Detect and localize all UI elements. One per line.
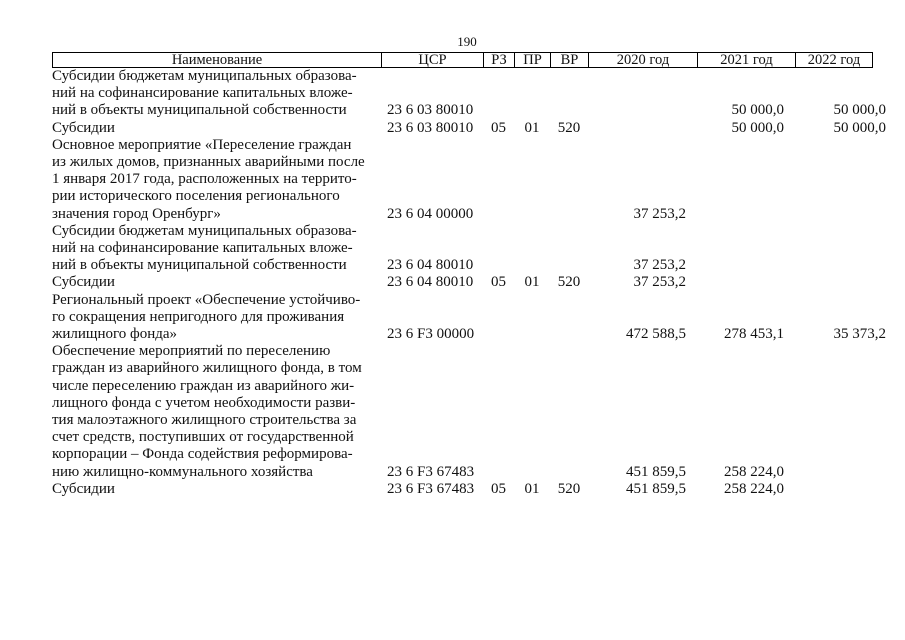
row-csr: 23 6 03 80010: [387, 119, 474, 136]
row-pr: 01: [524, 274, 540, 291]
row-name-line: нию жилищно-коммунального хозяйства: [52, 463, 313, 480]
row-2020: 37 253,2: [633, 274, 686, 291]
row-vr: 520: [557, 274, 581, 291]
row-2021: 278 453,1: [724, 326, 784, 343]
row-name-line: счет средств, поступивших от государственной: [52, 429, 354, 446]
row-name-line: Субсидии бюджетам муниципальных образова-: [52, 68, 357, 84]
row-name-line: ний в объекты муниципальной собственности: [52, 257, 347, 274]
row-vr: 520: [557, 119, 581, 136]
table-row: [52, 481, 897, 498]
row-2022: 50 000,0: [833, 119, 886, 136]
row-2020: 472 588,5: [626, 326, 686, 343]
header-rz: РЗ: [483, 53, 514, 67]
row-name-line: Основное мероприятие «Переселение граждан: [52, 136, 352, 153]
row-name: [52, 137, 381, 223]
row-2020: 451 859,5: [626, 463, 686, 480]
row-name-line: ний на софинансирование капитальных вложе-: [52, 240, 353, 257]
row-csr: 23 6 04 80010: [387, 274, 474, 291]
row-name: [52, 68, 381, 120]
row-2022: 50 000,0: [833, 102, 886, 119]
row-csr: 23 6 03 80010: [387, 102, 474, 119]
row-name-line: Субсидии бюджетам муниципальных образова-: [52, 222, 357, 239]
row-name-line: Субсидии: [52, 119, 115, 136]
table-header: [52, 52, 873, 68]
row-name-line: го сокращения непригодного для проживания: [52, 308, 345, 325]
row-name: [52, 274, 381, 291]
table-row: [52, 68, 897, 120]
header-pr: ПР: [514, 53, 550, 67]
row-csr: 23 6 F3 00000: [387, 326, 475, 343]
row-name-line: из жилых домов, признанных аварийными после: [52, 154, 365, 171]
header-name: Наименование: [171, 52, 263, 68]
row-rz: 05: [491, 119, 506, 136]
row-name: [52, 292, 381, 344]
row-name-line: жилищного фонда»: [52, 326, 178, 343]
row-name: [52, 481, 381, 498]
row-name-line: Региональный проект «Обеспечение устойчиво-: [52, 291, 361, 308]
table-row: [52, 343, 897, 481]
table-body: [52, 68, 897, 498]
row-2020: 37 253,2: [633, 205, 686, 222]
row-2020: 451 859,5: [626, 480, 686, 497]
row-name-line: 1 января 2017 года, расположенных на террито-: [52, 171, 357, 188]
row-2020: 37 253,2: [633, 257, 686, 274]
row-csr: 23 6 F3 67483: [387, 463, 475, 480]
row-2021: 258 224,0: [724, 480, 784, 497]
row-csr: 23 6 04 80010: [387, 257, 474, 274]
header-2022: 2022 год: [795, 53, 872, 67]
row-csr: 23 6 F3 67483: [387, 480, 475, 497]
row-name-line: лищного фонда с учетом необходимости разви-: [52, 394, 356, 411]
row-name-line: Субсидии: [52, 274, 115, 291]
header-2020: 2020 год: [588, 53, 697, 67]
header-vr: ВР: [550, 53, 588, 67]
row-name-line: тия малоэтажного жилищного строительства за: [52, 412, 357, 429]
header-csr: ЦСР: [381, 53, 483, 67]
row-name-line: ний в объекты муниципальной собственности: [52, 102, 347, 119]
table-row: [52, 223, 897, 275]
table-row: [52, 274, 897, 291]
row-name-line: корпорации – Фонда содействия реформирова-: [52, 446, 353, 463]
row-name-line: Обеспечение мероприятий по переселению: [52, 343, 331, 360]
row-2022: 35 373,2: [833, 326, 886, 343]
row-pr: 01: [524, 119, 540, 136]
row-rz: 05: [491, 274, 506, 291]
row-name-line: ний на софинансирование капитальных вложе-: [52, 85, 353, 102]
page-number: 190: [457, 34, 477, 49]
row-name-line: рии исторического поселения регионального: [52, 188, 340, 205]
row-vr: 520: [557, 480, 581, 497]
table-row: [52, 137, 897, 223]
table-row: [52, 292, 897, 344]
row-name-line: Субсидии: [52, 480, 115, 497]
row-rz: 05: [491, 480, 506, 497]
row-name-line: числе переселению граждан из аварийного жи-: [52, 377, 355, 394]
table-row: [52, 120, 897, 137]
row-name-line: значения город Оренбург»: [52, 205, 221, 222]
row-name: [52, 343, 381, 481]
header-2021: 2021 год: [697, 53, 795, 67]
row-pr: 01: [524, 480, 540, 497]
row-name: [52, 223, 381, 275]
row-2021: 258 224,0: [724, 463, 784, 480]
row-2021: 50 000,0: [731, 119, 784, 136]
row-name-line: граждан из аварийного жилищного фонда, в том: [52, 360, 362, 377]
row-2021: 50 000,0: [731, 102, 784, 119]
row-csr: 23 6 04 00000: [387, 205, 474, 222]
row-name: [52, 120, 381, 137]
